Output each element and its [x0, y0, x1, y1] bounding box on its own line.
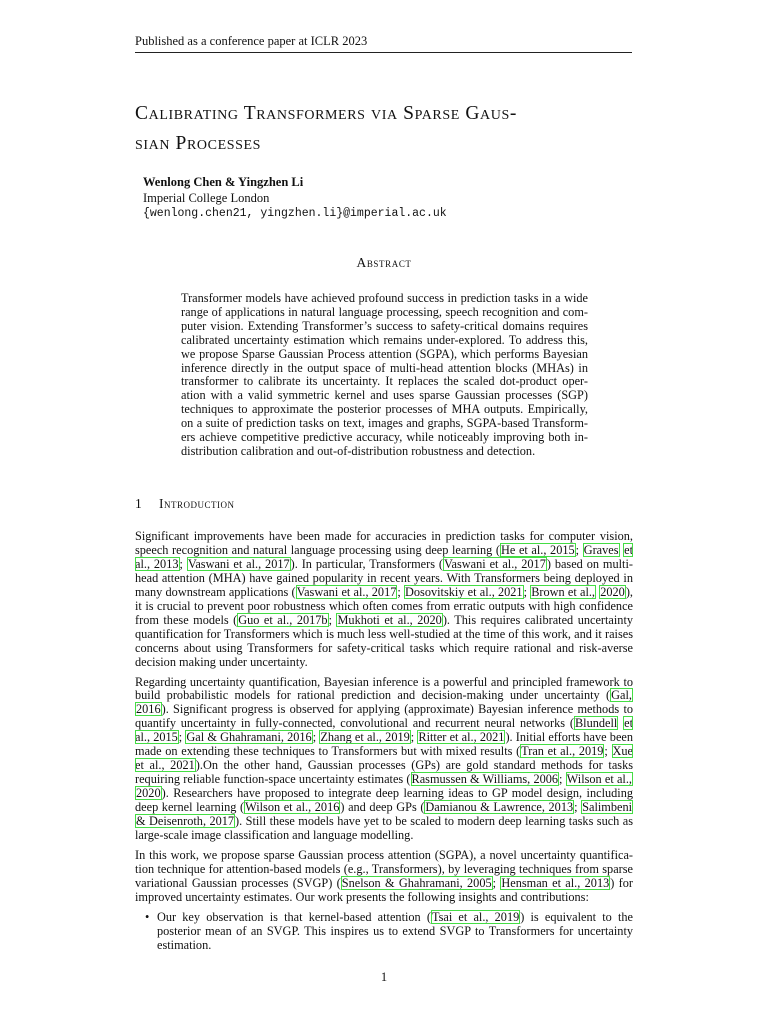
contributions-list [135, 911, 633, 953]
text-run: ) and deep GPs ( [340, 800, 425, 815]
text-run: ). Significant progress is observed for applying (approximate) Bayesian inference methods [161, 702, 620, 717]
title-line-2: sian Processes [135, 133, 262, 154]
text-run: ; [574, 800, 582, 815]
text-run: uncertainty quantification for Transformers which is much less well-studied at the time of this work, [135, 612, 634, 641]
citation-link[interactable]: Vaswani et al., 2017 [444, 556, 546, 571]
text-run: ). Still these models have yet to be scaled to modern deep learning tasks such as [235, 814, 633, 829]
citation-link[interactable]: Salimbeni [582, 800, 633, 815]
list-item [145, 911, 633, 953]
text-run: and it raises concerns about using Transformers for safety-critical tasks which require rational and [135, 626, 633, 655]
section-title: Introduction [159, 496, 235, 511]
text-run: ) based on multi- [546, 556, 633, 571]
text-run: in many downstream applications ( [135, 570, 633, 599]
citation-link[interactable]: 2020 [600, 584, 625, 599]
abstract-line: ation with a valid symmetric kernel and uses sparse Gaussian processes (SGP) [181, 388, 588, 403]
citation-link[interactable]: Mukhoti et al., 2020 [337, 612, 442, 627]
paragraph-1 [135, 530, 633, 670]
text-run: improved uncertainty estimates. Our work presents the following insights and contributions: [135, 889, 589, 904]
text-run: ; [604, 744, 608, 759]
abstract-line: range of applications in natural language processing, speech recognition and com- [181, 304, 588, 319]
citation-link[interactable]: Gal, [611, 688, 632, 703]
citation-link[interactable]: 2020 [136, 786, 161, 801]
bullet-icon: • [145, 909, 150, 924]
text-run: ; [559, 772, 566, 787]
author-names: Wenlong Chen & Yingzhen Li [143, 175, 304, 189]
citation-link[interactable]: Brown et al., [531, 584, 596, 599]
abstract-line: ers achieve competitive predictive accuracy, while noticeably improving both in- [181, 430, 588, 445]
text-run: Our key observation is that kernel-based attention ( [157, 909, 431, 924]
abstract-line: transformer to calibrate its uncertainty. It replaces the scaled dot-product oper- [181, 374, 588, 389]
abstract-line: calibrated uncertainty estimation which remains under-explored. To address this, [181, 332, 588, 347]
text-run: ). Researchers have proposed to integrate deep learning ideas to GP model design, including [161, 786, 633, 801]
paper-title [135, 99, 635, 159]
text-run: ; [397, 584, 405, 599]
citation-link[interactable]: et al., 2015 [135, 716, 633, 745]
text-run: to build probabilistic models for rational prediction and decision-making under uncertainty ( [135, 674, 634, 703]
abstract-line: techniques to approximate the posterior processes of MHA outputs. Empirically, [181, 402, 588, 417]
text-run: ) for [610, 875, 633, 890]
text-run: ; [312, 730, 320, 745]
text-run: confidence from these models ( [135, 598, 633, 627]
text-run: ; [492, 875, 501, 890]
text-run: head attention (MHA) have gained popularity in recent years. With Transformers being deployed [135, 570, 620, 585]
introduction-body [135, 530, 633, 953]
text-run: ). This requires calibrated [442, 612, 574, 627]
text-run: ; [410, 730, 418, 745]
citation-link[interactable]: Dosovitskiy et al., 2021 [405, 584, 523, 599]
paragraph-3 [135, 849, 633, 905]
text-run: ). In particular, Transformers ( [290, 556, 444, 571]
author-email[interactable]: {wenlong.chen21, yingzhen.li}@imperial.ac.uk [143, 207, 447, 220]
text-run: been made on extending these techniques to Transformers but with mixed results ( [135, 730, 634, 759]
citation-link[interactable]: Zhang et al., 2019 [320, 730, 410, 745]
text-run: ; [179, 556, 187, 571]
text-run: Regarding uncertainty quantification, Bayesian inference is a powerful and principled framework [135, 674, 620, 689]
citation-link[interactable]: Tran et al., 2019 [521, 744, 604, 759]
text-run: deep kernel learning ( [135, 800, 245, 815]
abstract-body [181, 292, 588, 459]
abstract-line: inference directly in the output space of multi-head attention blocks (MHAs) in [181, 360, 588, 375]
citation-link[interactable]: Rasmussen & Williams, 2006 [411, 772, 559, 787]
citation-link[interactable]: Wilson et al., [566, 772, 632, 787]
section-number: 1 [135, 496, 143, 511]
author-affiliation: Imperial College London [143, 190, 270, 205]
text-run: ), it is crucial to prevent poor robustness which often comes from erratic outputs with high [135, 584, 633, 613]
citation-link[interactable]: Tsai et al., 2019 [431, 909, 520, 924]
citation-link[interactable]: Guo et al., 2017b [238, 612, 328, 627]
running-header: Published as a conference paper at ICLR 2023 [135, 33, 632, 53]
text-run: tion technique for attention-based models (e.g., Transformers), by leveraging techniques from sparse [135, 861, 633, 876]
text-run: ). Initial efforts have [505, 730, 607, 745]
citation-link[interactable]: Damianou & Lawrence, 2013 [425, 800, 574, 815]
text-run: ; [328, 612, 337, 627]
text-run: mean of an SVGP. This inspires us to extend SVGP to Transformers for uncertainty estimation. [157, 923, 634, 952]
text-run: speech recognition and natural language processing using deep learning ( [135, 542, 501, 557]
text-run: ; [575, 542, 583, 557]
citation-link[interactable]: Xue et al., 2021 [135, 744, 634, 773]
abstract-line: Transformer models have achieved profound success in prediction tasks in a wide [181, 291, 588, 305]
text-run: large-scale image classification and language modelling. [135, 828, 414, 843]
title-line-1: Calibrating Transformers via Sparse Gaus- [135, 103, 517, 124]
paragraph-2 [135, 676, 633, 843]
citation-link[interactable]: Graves [583, 542, 619, 557]
citation-link[interactable]: Gal & Ghahramani, 2016 [186, 730, 312, 745]
citation-link[interactable]: Ritter et al., 2021 [418, 730, 505, 745]
text-run: to quantify uncertainty in fully-connected, convolutional and recurrent neural networks ( [135, 702, 634, 731]
text-run: Significant improvements have been made for accuracies in prediction tasks for computer vision, [135, 529, 633, 543]
text-run: ; [178, 730, 186, 745]
citation-link[interactable]: 2016 [136, 702, 161, 717]
citation-link[interactable]: & Deisenroth, 2017 [136, 814, 235, 829]
citation-link[interactable]: et al., 2013 [135, 542, 633, 571]
citation-link[interactable]: Blundell [574, 716, 618, 731]
abstract-line: on a suite of prediction tasks on text, images and graphs, SGPA-based Transform- [181, 416, 588, 431]
text-run: requiring reliable function-space uncertainty estimates ( [135, 772, 411, 787]
text-run: variational Gaussian processes (SVGP) ( [135, 875, 341, 890]
citation-link[interactable]: He et al., 2015 [501, 542, 575, 557]
citation-link[interactable]: Wilson et al., 2016 [245, 800, 340, 815]
abstract-line: puter vision. Extending Transformer’s success to safety-critical domains requires [181, 318, 588, 333]
text-run: ).On the other hand, Gaussian processes (GPs) are gold standard methods for tasks [195, 758, 633, 773]
citation-link[interactable]: Snelson & Ghahramani, 2005 [341, 875, 492, 890]
text-run: ) is equivalent to the posterior [157, 909, 633, 938]
abstract-heading: Abstract [356, 255, 412, 270]
author-block [143, 175, 447, 222]
section-heading-introduction [135, 496, 235, 512]
citation-link[interactable]: Vaswani et al., 2017 [296, 584, 397, 599]
citation-link[interactable]: Vaswani et al., 2017 [187, 556, 290, 571]
page-number: 1 [380, 970, 388, 984]
citation-link[interactable]: Hensman et al., 2013 [501, 875, 610, 890]
text-run: risk-averse decision making under uncertainty. [135, 640, 633, 669]
abstract-line: distribution calibration and out-of-distribution robustness and detection. [181, 443, 536, 458]
abstract-line: we propose Sparse Gaussian Process attention (SGPA), which performs Bayesian [181, 346, 588, 361]
text-run: In this work, we propose sparse Gaussian process attention (SGPA), a novel uncertainty quantifica- [135, 847, 633, 862]
text-run: ; [523, 584, 531, 599]
